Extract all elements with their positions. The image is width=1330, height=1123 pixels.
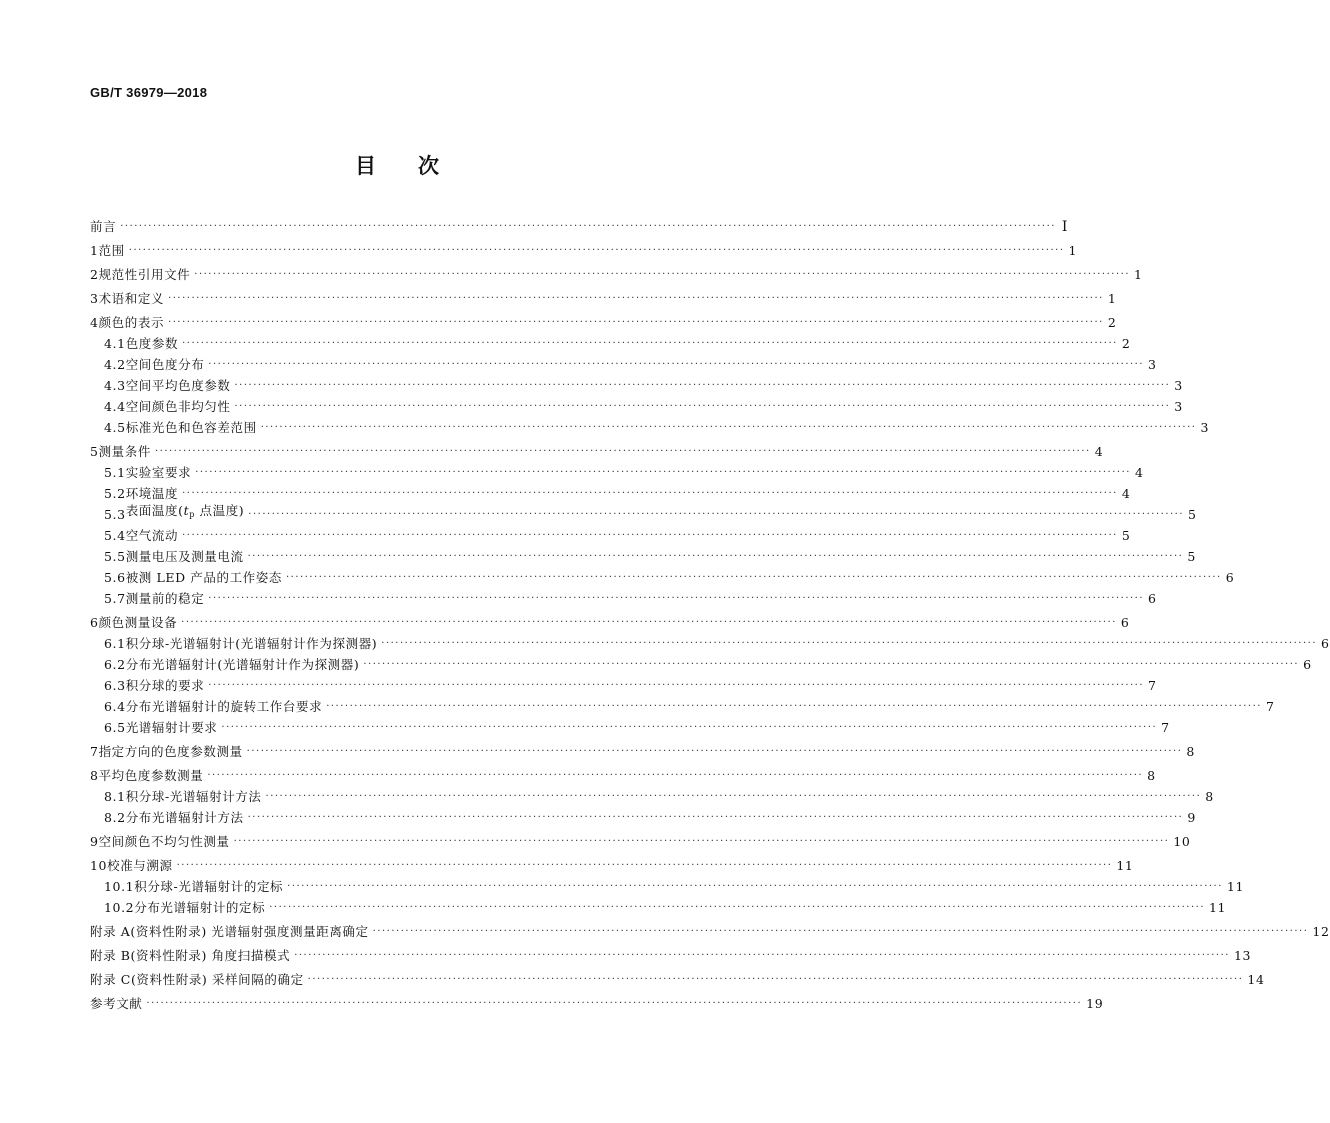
toc-entry-number: 6.3 xyxy=(104,678,126,693)
toc-entry-label: 分布光谱辐射计的旋转工作台要求 xyxy=(125,699,323,714)
toc-entry-page: 1 xyxy=(1134,267,1143,282)
dot-leader: ········································································································································································································ xyxy=(182,338,1118,349)
toc-entry[interactable] xyxy=(90,238,1078,259)
toc-entry-page: 4 xyxy=(1094,444,1104,459)
dot-leader: ········································································································································································································ xyxy=(168,317,1104,328)
toc-entry-label: 附录 C(资料性附录) 采样间隔的确定 xyxy=(90,972,304,987)
toc-entry-page: 3 xyxy=(1174,378,1183,393)
toc-entry-number: 5.2 xyxy=(104,486,126,501)
toc-entry-page: 6 xyxy=(1120,615,1130,630)
toc-entry[interactable] xyxy=(90,286,1117,307)
dot-leader: ········································································································································································································ xyxy=(208,359,1145,370)
toc-entry-page: 6 xyxy=(1321,636,1330,651)
dot-leader: ········································································································································································································ xyxy=(146,998,1083,1009)
toc-entry-page: 6 xyxy=(1225,570,1235,585)
dot-leader: ········································································································································································································ xyxy=(154,446,1091,457)
toc-entry-page: 8 xyxy=(1147,768,1156,783)
table-of-contents xyxy=(90,214,1330,1012)
toc-entry-page: 3 xyxy=(1200,420,1210,435)
subscript-p: p xyxy=(189,510,195,519)
toc-entry-label: 表面温度($t_p$ 点温度) xyxy=(125,503,245,519)
toc-entry-number: 10 xyxy=(90,858,108,873)
toc-entry-label: 前言 xyxy=(90,219,117,234)
toc-entry-label: 实验室要求 xyxy=(125,465,192,480)
toc-entry-number: 5.4 xyxy=(104,528,126,543)
toc-entry[interactable] xyxy=(90,919,1330,940)
toc-entry-number: 10.2 xyxy=(104,900,135,915)
toc-entry-page: 2 xyxy=(1107,315,1117,330)
toc-entry-label: 颜色的表示 xyxy=(98,315,165,330)
toc-entry[interactable] xyxy=(90,610,1130,631)
toc-entry-label: 光谱辐射计要求 xyxy=(125,720,218,735)
toc-entry[interactable] xyxy=(90,967,1265,988)
toc-entry-label: 环境温度 xyxy=(125,486,179,501)
toc-entry-number: 4.5 xyxy=(104,420,126,435)
dot-leader: ········································································································································································································ xyxy=(182,530,1118,541)
toc-entry-number: 5.7 xyxy=(104,591,126,606)
toc-entry[interactable] xyxy=(90,373,1183,394)
toc-entry[interactable] xyxy=(90,214,1068,235)
toc-entry-label: 空间平均色度参数 xyxy=(125,378,231,393)
toc-entry-label: 术语和定义 xyxy=(98,291,165,306)
toc-entry-label: 积分球的要求 xyxy=(125,678,205,693)
toc-entry-number: 6.1 xyxy=(104,636,126,651)
toc-entry-label: 测量条件 xyxy=(98,444,151,459)
dot-leader: ········································································································································································································ xyxy=(246,746,1183,757)
dot-leader: ········································································································································································································ xyxy=(234,401,1171,412)
toc-entry-label: 标准光色和色容差范围 xyxy=(125,420,257,435)
toc-entry-number: 5.3 xyxy=(104,507,126,522)
toc-entry-page: 11 xyxy=(1116,858,1134,873)
toc-entry[interactable] xyxy=(90,544,1196,565)
toc-entry-number: 9 xyxy=(90,834,99,849)
toc-entry-page: 5 xyxy=(1187,549,1196,564)
dot-leader: ········································································································································································································ xyxy=(221,722,1158,733)
dot-leader: ········································································································································································································ xyxy=(247,551,1184,562)
dot-leader: ········································································································································································································ xyxy=(381,638,1318,649)
toc-entry[interactable] xyxy=(90,586,1157,607)
toc-entry-label: 规范性引用文件 xyxy=(98,267,191,282)
toc-entry-label: 范围 xyxy=(98,243,125,258)
toc-entry-number: 6.2 xyxy=(104,657,126,672)
dot-leader: ········································································································································································································ xyxy=(181,617,1117,628)
variable-t: t xyxy=(183,503,190,518)
toc-entry[interactable] xyxy=(90,784,1214,805)
dot-leader: ········································································································································································································ xyxy=(233,836,1170,847)
toc-entry-label: 空气流动 xyxy=(125,528,179,543)
toc-entry-page: 3 xyxy=(1148,357,1157,372)
toc-entry-number: 8.1 xyxy=(104,789,126,804)
toc-entry[interactable] xyxy=(90,415,1210,436)
toc-entry-page: 8 xyxy=(1186,744,1195,759)
dot-leader: ········································································································································································································ xyxy=(260,422,1197,433)
toc-entry-page: 10 xyxy=(1173,834,1191,849)
toc-entry-number: 3 xyxy=(90,291,99,306)
dot-leader: ········································································································································································································ xyxy=(269,902,1205,913)
toc-entry-label: 分布光谱辐射计(光谱辐射计作为探测器) xyxy=(125,657,360,672)
toc-entry-label: 积分球-光谱辐射计的定标 xyxy=(134,879,284,894)
toc-entry-number: 8.2 xyxy=(104,810,126,825)
toc-entry-number: 4.4 xyxy=(104,399,126,414)
toc-entry-label: 平均色度参数测量 xyxy=(98,768,204,783)
toc-entry[interactable] xyxy=(90,310,1117,331)
toc-entry[interactable] xyxy=(90,673,1157,694)
toc-entry-page: Ⅰ xyxy=(1061,219,1068,235)
toc-entry-page: 7 xyxy=(1161,720,1170,735)
toc-entry-page: 5 xyxy=(1188,507,1197,522)
toc-entry-number: 4.3 xyxy=(104,378,126,393)
toc-entry[interactable] xyxy=(90,694,1275,715)
toc-entry-page: 12 xyxy=(1312,924,1330,939)
toc-entry[interactable] xyxy=(90,439,1104,460)
toc-entry[interactable] xyxy=(90,394,1183,415)
dot-leader: ········································································································································································································ xyxy=(208,593,1145,604)
toc-entry-label: 颜色测量设备 xyxy=(98,615,178,630)
toc-entry-number: 1 xyxy=(90,243,99,258)
toc-entry[interactable] xyxy=(90,631,1330,652)
toc-entry[interactable] xyxy=(90,523,1131,544)
toc-entry[interactable] xyxy=(90,331,1131,352)
toc-entry-label: 指定方向的色度参数测量 xyxy=(98,744,243,759)
toc-entry-page: 5 xyxy=(1121,528,1131,543)
toc-entry[interactable] xyxy=(90,262,1143,283)
toc-entry[interactable] xyxy=(90,715,1170,736)
toc-entry-page: 4 xyxy=(1134,465,1144,480)
toc-entry[interactable] xyxy=(90,565,1235,586)
toc-entry-number: 6.4 xyxy=(104,699,126,714)
toc-entry-label: 积分球-光谱辐射计(光谱辐射计作为探测器) xyxy=(125,636,378,651)
toc-entry-label: 色度参数 xyxy=(125,336,179,351)
toc-entry-number: 5.5 xyxy=(104,549,126,564)
dot-leader: ········································································································································································································ xyxy=(182,488,1118,499)
dot-leader: ········································································································································································································ xyxy=(363,659,1300,670)
dot-leader: ········································································································································································································ xyxy=(307,974,1244,985)
dot-leader: ········································································································································································································ xyxy=(265,791,1202,802)
toc-entry-page: 4 xyxy=(1121,486,1131,501)
toc-entry-page: 1 xyxy=(1107,291,1117,306)
toc-entry-label: 校准与溯源 xyxy=(107,858,173,873)
dot-leader: ········································································································································································································ xyxy=(208,680,1145,691)
dot-leader: ········································································································································································································ xyxy=(128,245,1065,256)
dot-leader: ········································································································································································································ xyxy=(285,572,1222,583)
toc-entry[interactable] xyxy=(90,829,1191,850)
toc-entry-page: 14 xyxy=(1247,972,1265,987)
toc-entry[interactable] xyxy=(90,895,1227,916)
toc-entry-number: 10.1 xyxy=(104,879,135,894)
toc-entry[interactable] xyxy=(90,739,1195,760)
toc-entry[interactable] xyxy=(90,763,1156,784)
toc-entry-label: 测量电压及测量电流 xyxy=(125,549,244,564)
toc-entry-label: 被测 LED 产品的工作姿态 xyxy=(125,570,282,585)
toc-entry-label: 积分球-光谱辐射计方法 xyxy=(125,789,262,804)
toc-entry-number: 6.5 xyxy=(104,720,126,735)
toc-entry-label: 测量前的稳定 xyxy=(125,591,205,606)
toc-entry-number: 8 xyxy=(90,768,99,783)
toc-entry-label: 分布光谱辐射计的定标 xyxy=(134,900,266,915)
toc-entry-number: 7 xyxy=(90,744,99,759)
toc-entry[interactable] xyxy=(90,874,1245,895)
toc-entry-page: 13 xyxy=(1233,948,1252,963)
toc-entry-page: 3 xyxy=(1174,399,1183,414)
toc-entry-page: 8 xyxy=(1205,789,1214,804)
toc-entry-number: 6 xyxy=(90,615,99,630)
toc-entry[interactable] xyxy=(90,853,1134,874)
dot-leader: ········································································································································································································ xyxy=(287,881,1223,892)
toc-entry-page: 11 xyxy=(1209,900,1227,915)
dot-leader: ········································································································································································································ xyxy=(195,467,1131,478)
toc-entry-number: 4.1 xyxy=(104,336,126,351)
toc-entry-page: 6 xyxy=(1148,591,1157,606)
toc-entry-page: 2 xyxy=(1121,336,1131,351)
toc-entry[interactable] xyxy=(90,460,1144,481)
toc-entry-number: 5.6 xyxy=(104,570,126,585)
toc-entry[interactable] xyxy=(90,502,1197,523)
dot-leader: ········································································································································································································ xyxy=(207,770,1144,781)
dot-leader: ········································································································································································································ xyxy=(168,293,1104,304)
toc-entry-label: 参考文献 xyxy=(90,996,143,1011)
toc-entry[interactable] xyxy=(90,652,1312,673)
toc-entry-page: 19 xyxy=(1086,996,1104,1011)
dot-leader: ········································································································································································································ xyxy=(120,221,1056,232)
toc-entry-label: 空间色度分布 xyxy=(125,357,205,372)
toc-entry-number: 5 xyxy=(90,444,99,459)
toc-entry-label: 空间颜色不均匀性测量 xyxy=(98,834,230,849)
toc-entry-label: 空间颜色非均匀性 xyxy=(125,399,231,414)
dot-leader: ········································································································································································································ xyxy=(234,380,1171,391)
toc-entry[interactable] xyxy=(90,352,1157,373)
toc-entry-number: 4.2 xyxy=(104,357,126,372)
dot-leader: ········································································································································································································ xyxy=(294,950,1230,961)
dot-leader: ········································································································································································································ xyxy=(372,926,1309,937)
page-title: 目次 xyxy=(355,153,481,178)
toc-entry-page: 7 xyxy=(1148,678,1157,693)
toc-entry[interactable] xyxy=(90,943,1252,964)
toc-entry-label: 分布光谱辐射计方法 xyxy=(125,810,244,825)
toc-entry-page: 7 xyxy=(1265,699,1275,714)
dot-leader: ········································································································································································································ xyxy=(326,701,1262,712)
standard-code: GB/T 36979—2018 xyxy=(90,85,208,100)
dot-leader: ········································································································································································································ xyxy=(176,860,1113,871)
toc-entry-page: 11 xyxy=(1226,879,1245,894)
toc-entry-label: 附录 B(资料性附录) 角度扫描模式 xyxy=(90,948,291,963)
toc-entry-page: 6 xyxy=(1303,657,1312,672)
dot-leader: ········································································································································································································ xyxy=(194,269,1131,280)
toc-entry[interactable] xyxy=(90,481,1131,502)
toc-entry[interactable] xyxy=(90,991,1104,1012)
toc-entry-label: 附录 A(资料性附录) 光谱辐射强度测量距离确定 xyxy=(90,924,369,939)
toc-entry-page: 9 xyxy=(1187,810,1196,825)
dot-leader: ········································································································································································································ xyxy=(247,812,1184,823)
dot-leader: ········································································································································································································ xyxy=(248,509,1185,520)
toc-entry-number: 5.1 xyxy=(104,465,126,480)
toc-entry-number: 4 xyxy=(90,315,99,330)
toc-entry[interactable] xyxy=(90,805,1196,826)
toc-entry-page: 1 xyxy=(1068,243,1078,258)
toc-entry-number: 2 xyxy=(90,267,99,282)
